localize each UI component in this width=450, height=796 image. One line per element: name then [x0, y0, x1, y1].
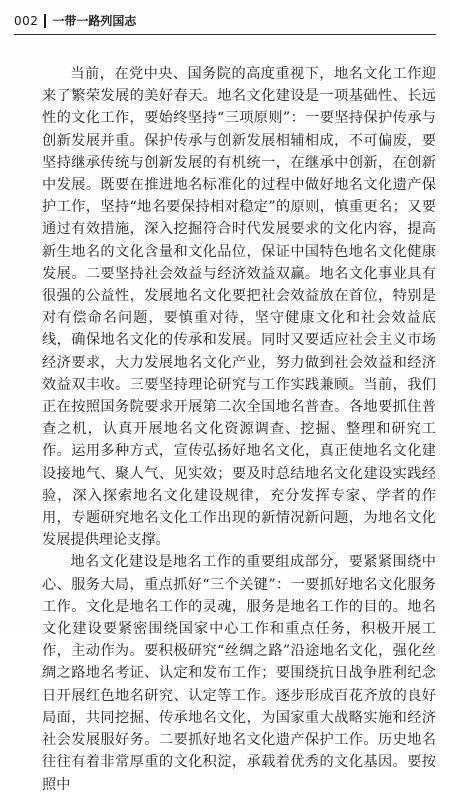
body-text — [42, 63, 436, 796]
book-title: 一带一路列国志 — [52, 14, 137, 28]
header-rule — [14, 34, 436, 35]
page-number: 002 — [14, 14, 39, 28]
running-head — [14, 12, 136, 30]
header-divider — [44, 14, 46, 28]
paragraph-1: 当前，在党中央、国务院的高度重视下，地名文化工作迎来了繁荣发展的美好春天。地名文化建设是一项基础性、长远性的文化工作，要始终坚持“三项原则”：一要坚持保护传承与创新发展并重。保护传承与创新发展相辅相成，不可偏废，要坚持继承传统与创新发展的有机统一，在继承中创新，在创新中发展。既要在推进地名标准化的过程中做好地名文化遗产保护工作，坚持“地名要保持相对稳定”的原则，慎重更名；又要通过有效措施，深入挖掘符合时代发展要求的文化内容，提高新生地名的文化含量和文化品位，保证中国特色地名文化健康发展。二要坚持社会效益与经济效益双赢。地名文化事业具有很强的公益性，发展地名文化要把社会效益放在首位，特别是对有偿命名问题，要慎重对待，坚守健康文化和社会效益底线，确保地名文化的传承和发展。同时又要适应社会主义市场经济要求，大力发展地名文化产业，努力做到社会效益和经济效益双丰收。三要坚持理论研究与工作实践兼顾。当前，我们正在按照国务院要求开展第二次全国地名普查。各地要抓住普查之机，认真开展地名文化资源调查、挖掘、整理和研究工作。运用多种方式，宣传弘扬好地名文化，真正使地名文化建设接地气、聚人气、见实效；要及时总结地名文化建设实践经验，深入探索地名文化建设规律，充分发挥专家、学者的作用，专题研究地名文化工作出现的新情况新问题，为地名文化发展提供理论支撑。 — [42, 66, 436, 549]
paragraph-2: 地名文化建设是地名工作的重要组成部分，要紧紧围绕中心、服务大局，重点抓好“三个关键”：一要抓好地名文化服务工作。文化是地名工作的灵魂，服务是地名工作的目的。地名文化建设要紧密围绕国家中心工作和重点任务，积极开展工作，主动作为。要积极研究“丝绸之路”沿途地名文化，强化丝绸之路地名考证、认定和发布工作；要围绕抗日战争胜利纪念日开展红色地名研究、认定等工作。逐步形成百花齐放的良好局面，共同挖掘、传承地名文化，为国家重大战略实施和经济社会发展服好务。二要抓好地名文化遗产保护工作。历史地名往往有着非常厚重的文化积淀，承载着优秀的文化基因。要按照中 — [42, 554, 436, 793]
